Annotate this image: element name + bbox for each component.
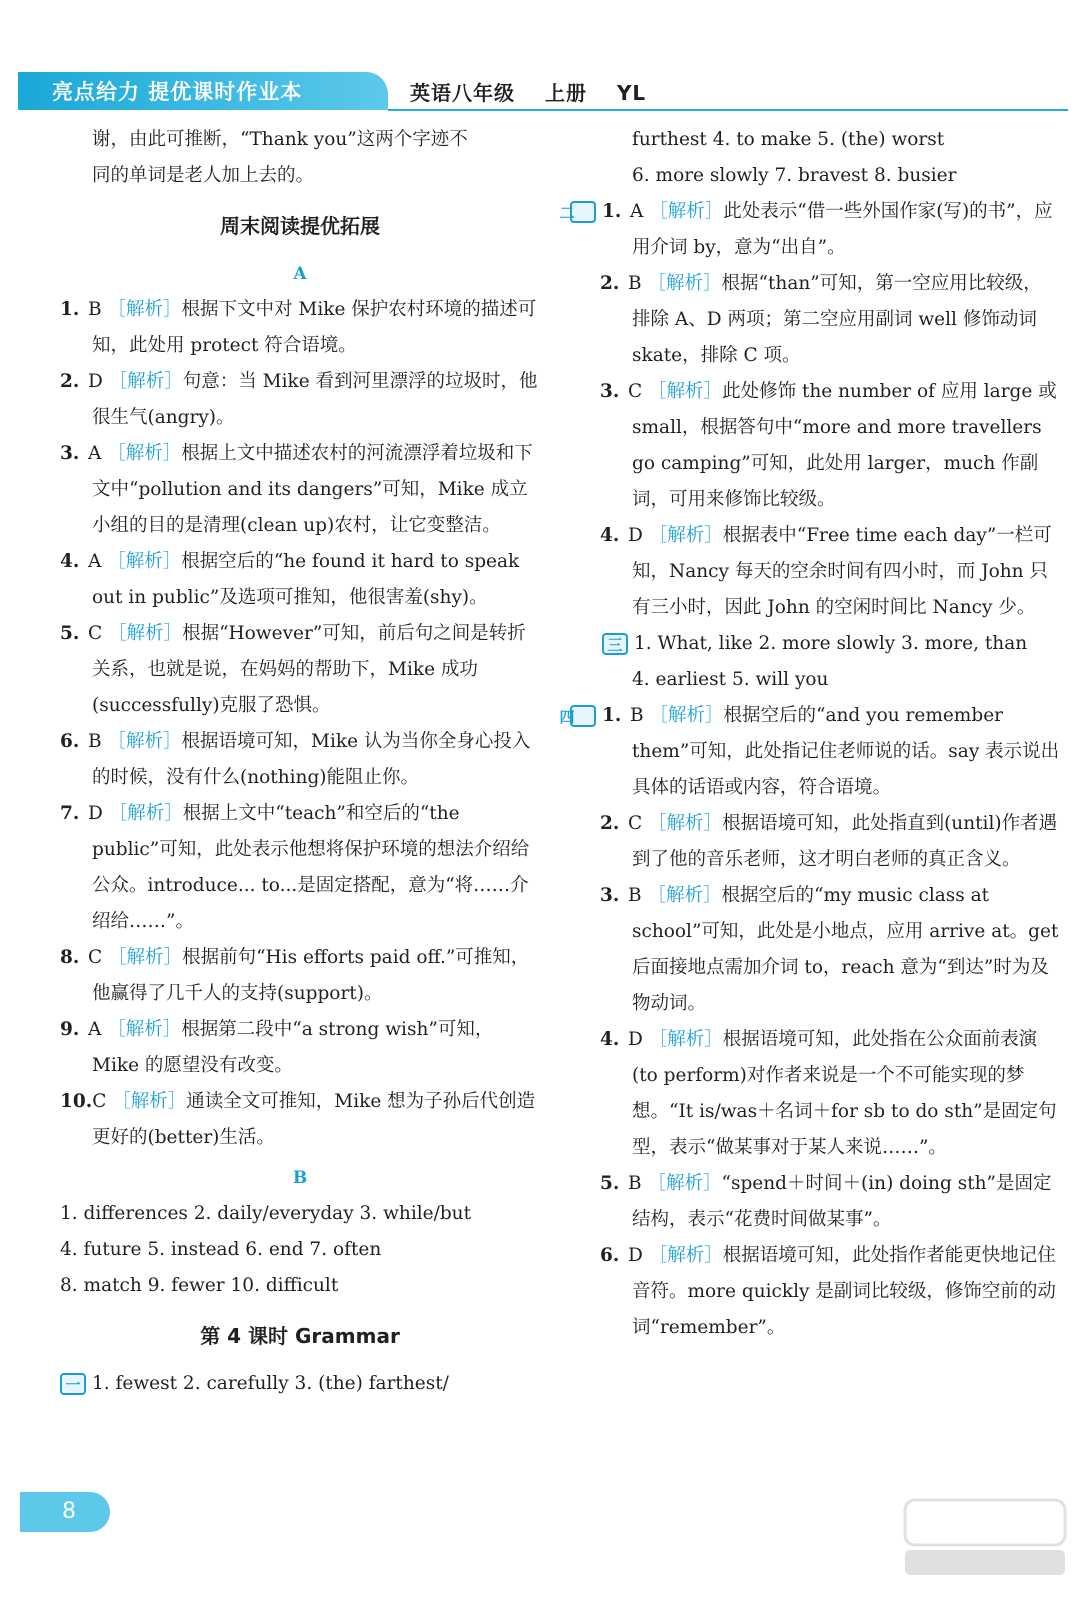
item-number: 1. xyxy=(60,299,80,320)
analysis-tag: ［解析］ xyxy=(648,813,723,834)
analysis-text: 根据语境可知，Mike 认为当你全身心投入的时候，没有什么(nothing)能阻止你。 xyxy=(92,731,531,788)
subject-info xyxy=(410,77,668,106)
item-number: 3. xyxy=(600,381,620,402)
answer-item xyxy=(600,1166,1060,1238)
analysis-text: 根据下文中对 Mike 保护农村环境的描述可知，此处用 protect 符合语境。 xyxy=(92,299,537,356)
item-answer: A xyxy=(88,443,102,464)
answer-line: 6. more slowly 7. bravest 8. busier xyxy=(632,165,957,186)
section-heading: 周末阅读提优拓展 xyxy=(220,214,380,238)
lesson-heading: 第 4 课时 Grammar xyxy=(200,1324,400,1348)
analysis-tag: ［解析］ xyxy=(648,1245,723,1266)
item-number: 2. xyxy=(600,813,620,834)
analysis-tag: ［解析］ xyxy=(649,201,724,222)
analysis-tag: ［解析］ xyxy=(107,1019,182,1040)
item-number: 4. xyxy=(600,525,620,546)
item-answer: B xyxy=(630,705,644,726)
analysis-text: 根据前句“His efforts paid off.”可推知，他赢得了几千人的支持(support)。 xyxy=(92,947,530,1004)
answer-text: 1. fewest 2. carefully 3. (the) farthest/ xyxy=(92,1373,449,1394)
answer-line: 4. earliest 5. will you xyxy=(632,669,829,690)
subject-volume: 上册 xyxy=(544,81,587,105)
item-number: 8. xyxy=(60,947,80,968)
answer-line xyxy=(60,1366,540,1402)
analysis-tag: ［解析］ xyxy=(107,443,182,464)
answer-item xyxy=(600,806,1060,878)
intro-line: 谢，由此可推断，“Thank you”这两个字迹不 xyxy=(92,129,468,150)
answer-item xyxy=(60,616,540,724)
right-column xyxy=(559,122,1060,1346)
item-answer: C xyxy=(628,381,643,402)
answer-item xyxy=(600,1022,1060,1166)
analysis-text: “spend＋时间＋(in) doing sth”是固定结构，表示“花费时间做某事”。 xyxy=(632,1173,1052,1230)
subject-edition: YL xyxy=(616,81,647,105)
item-answer: B xyxy=(628,273,642,294)
item-number: 4. xyxy=(600,1029,620,1050)
item-answer: A xyxy=(630,201,644,222)
answer-item xyxy=(60,940,540,1012)
item-number: 5. xyxy=(60,623,80,644)
analysis-text: 根据上文中描述农村的河流漂浮着垃圾和下文中“pollution and its dangers”可知，Mike 成立小组的目的是清理(clean up)农村，让它变整洁。 xyxy=(92,443,533,536)
answer-item xyxy=(600,266,1060,374)
answer-item xyxy=(60,724,540,796)
item-answer: D xyxy=(628,525,643,546)
analysis-text: 通读全文可推知，Mike 想为子孙后代创造更好的(better)生活。 xyxy=(92,1091,536,1148)
answer-item xyxy=(60,796,540,940)
item-number: 9. xyxy=(60,1019,80,1040)
analysis-text: 根据空后的“my music class at school”可知，此处是小地点，应用 arrive at。get 后面接地点需加介词 to，reach 意为“到达”时为及物动词。 xyxy=(632,885,1059,1014)
item-answer: D xyxy=(628,1245,643,1266)
analysis-text: 根据语境可知，此处指在公众面前表演(to perform)对作者来说是一个不可能实现的梦想。“It is/was＋名词＋for sb to do sth”是固定句型，表示“做某事对于某人来说……”。 xyxy=(632,1029,1057,1158)
analysis-tag: ［解析］ xyxy=(107,551,182,572)
analysis-tag: ［解析］ xyxy=(648,525,723,546)
section-badge: 二 xyxy=(570,201,596,223)
answer-item xyxy=(60,364,540,436)
item-answer: B xyxy=(628,885,642,906)
answer-item xyxy=(60,436,540,544)
item-number: 6. xyxy=(600,1245,620,1266)
analysis-tag: ［解析］ xyxy=(647,1173,722,1194)
answer-line: 4. future 5. instead 6. end 7. often xyxy=(60,1239,382,1260)
answer-line: furthest 4. to make 5. (the) worst xyxy=(632,129,945,150)
analysis-text: 根据上文中“teach”和空后的“the public”可知，此处表示他想将保护环境的想法介绍给公众。introduce... to...是固定搭配，意为“将……介绍给……”。 xyxy=(92,803,530,932)
item-number: 6. xyxy=(60,731,80,752)
item-number: 7. xyxy=(60,803,80,824)
analysis-tag: ［解析］ xyxy=(108,623,183,644)
page-number: 8 xyxy=(20,1492,110,1532)
item-answer: D xyxy=(88,371,103,392)
item-number: 2. xyxy=(60,371,80,392)
page-header xyxy=(18,72,1068,112)
item-answer: A xyxy=(88,1019,102,1040)
answer-line: 1. differences 2. daily/everyday 3. while/but xyxy=(60,1203,472,1224)
item-answer: B xyxy=(88,299,102,320)
item-number: 2. xyxy=(600,273,620,294)
analysis-text: 此处修饰 the number of 应用 large 或 small，根据答句中“more and more travellers go camping”可知，此处用 larger，much 作副词，可用来修饰比较级。 xyxy=(632,381,1057,510)
analysis-text: 根据语境可知，此处指直到(until)作者遇到了他的音乐老师，这才明白老师的真正含义。 xyxy=(632,813,1058,870)
banner-title: 亮点给力 提优课时作业本 xyxy=(52,80,303,104)
analysis-text: 根据表中“Free time each day”一栏可知，Nancy 每天的空余时间有四小时，而 John 只有三小时，因此 John 的空闲时间比 Nancy 少。 xyxy=(632,525,1052,618)
item-number: 1. xyxy=(602,201,622,222)
analysis-text: 根据“However”可知，前后句之间是转折关系，也就是说，在妈妈的帮助下，Mike 成功(successfully)克服了恐惧。 xyxy=(92,623,526,716)
item-answer: B xyxy=(628,1173,642,1194)
section-badge: 一 xyxy=(60,1373,86,1395)
analysis-tag: ［解析］ xyxy=(648,1029,723,1050)
analysis-text: 根据空后的“and you remember them”可知，此处指记住老师说的话。say 表示说出具体的话语或内容，符合语境。 xyxy=(632,705,1060,798)
analysis-tag: ［解析］ xyxy=(647,885,722,906)
title-banner xyxy=(18,72,388,110)
answer-item xyxy=(60,1084,540,1156)
section-badge: 三 xyxy=(602,633,628,655)
item-number: 10. xyxy=(60,1091,93,1112)
item-number: 3. xyxy=(600,885,620,906)
section-badge: 四 xyxy=(570,705,596,727)
answer-text: 1. What, like 2. more slowly 3. more, than xyxy=(634,633,1028,654)
analysis-tag: ［解析］ xyxy=(108,371,183,392)
analysis-tag: ［解析］ xyxy=(648,381,723,402)
answer-line: 8. match 9. fewer 10. difficult xyxy=(60,1275,339,1296)
answer-item xyxy=(559,698,1060,806)
analysis-text: 根据语境可知，此处指作者能更快地记住音符。more quickly 是副词比较级，修饰空前的动词“remember”。 xyxy=(632,1245,1056,1338)
answer-item xyxy=(60,544,540,616)
answer-item xyxy=(60,1012,540,1084)
item-answer: C xyxy=(92,1091,107,1112)
item-number: 4. xyxy=(60,551,80,572)
analysis-tag: ［解析］ xyxy=(107,299,182,320)
header-divider xyxy=(388,109,1068,111)
section-letter-a: A xyxy=(293,264,307,284)
item-answer: B xyxy=(88,731,102,752)
answer-item xyxy=(600,1238,1060,1346)
item-answer: C xyxy=(88,623,103,644)
left-column xyxy=(60,122,540,1402)
item-answer: C xyxy=(88,947,103,968)
item-answer: D xyxy=(88,803,103,824)
analysis-tag: ［解析］ xyxy=(107,731,182,752)
analysis-tag: ［解析］ xyxy=(108,803,183,824)
answer-line xyxy=(600,626,1060,662)
item-answer: C xyxy=(628,813,643,834)
analysis-text: 根据“than”可知，第一空应用比较级，排除 A、D 两项；第二空应用副词 well 修饰动词 skate，排除 C 项。 xyxy=(632,273,1042,366)
analysis-tag: ［解析］ xyxy=(649,705,724,726)
answer-item xyxy=(600,374,1060,518)
answer-item xyxy=(600,518,1060,626)
analysis-tag: ［解析］ xyxy=(108,947,183,968)
analysis-text: 根据空后的“he found it hard to speak out in public”及选项可推知，他很害羞(shy)。 xyxy=(92,551,520,608)
answer-item xyxy=(559,194,1060,266)
item-number: 3. xyxy=(60,443,80,464)
intro-line: 同的单词是老人加上去的。 xyxy=(92,165,315,186)
subject-grade: 英语八年级 xyxy=(410,81,515,105)
item-answer: A xyxy=(88,551,102,572)
answer-list-a xyxy=(60,292,540,1156)
answer-item xyxy=(600,878,1060,1022)
item-answer: D xyxy=(628,1029,643,1050)
analysis-text: 此处表示“借一些外国作家(写)的书”，应用介词 by，意为“出自”。 xyxy=(632,201,1053,258)
section-letter-b: B xyxy=(292,1168,308,1188)
answer-list-4 xyxy=(559,698,1060,1346)
answer-list-2 xyxy=(559,194,1060,626)
analysis-tag: ［解析］ xyxy=(112,1091,187,1112)
watermark-logo xyxy=(900,1490,1070,1580)
analysis-text: 根据第二段中“a strong wish”可知，Mike 的愿望没有改变。 xyxy=(92,1019,494,1076)
analysis-text: 句意：当 Mike 看到河里漂浮的垃圾时，他很生气(angry)。 xyxy=(92,371,538,428)
item-number: 1. xyxy=(602,705,622,726)
analysis-tag: ［解析］ xyxy=(647,273,722,294)
item-number: 5. xyxy=(600,1173,620,1194)
answer-item xyxy=(60,292,540,364)
